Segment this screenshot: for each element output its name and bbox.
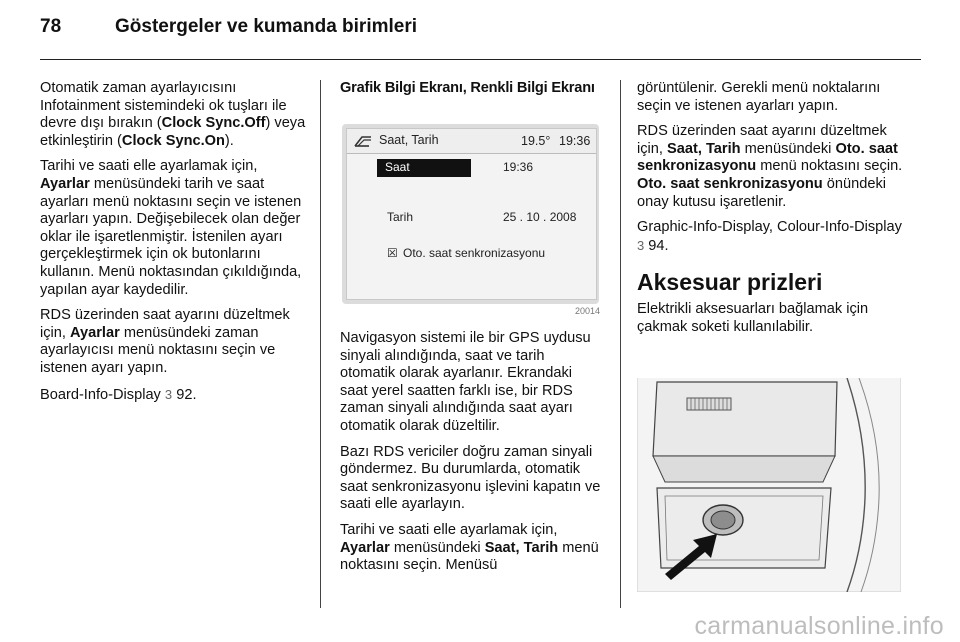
page-ref: 94.: [644, 237, 669, 254]
paragraph: [40, 158, 308, 299]
selected-row-highlight: [377, 159, 471, 177]
section-heading: Aksesuar prizleri: [637, 269, 823, 296]
text: menüsündeki tarih ve saat ayarları menü noktasını seçin ve istenen ayarları yapın. Değişebilecek olan değer oklar ile işaretlenmiştir. İstenilen ayarı gerçekleştirmek için ok butonlarını kullanın. Menü noktasından çıkıldığında, yapılan ayar kaydedilir.: [40, 175, 302, 298]
menu-term: Oto. saat senkronizasyonu: [637, 175, 823, 192]
text: Graphic-Info-Display, Colour-Info-Display: [637, 219, 902, 236]
power-socket-illustration: [637, 378, 901, 592]
text: RDS üzerinden saat ayarını düzeltmek için,: [40, 307, 290, 341]
display-title: Saat, Tarih: [379, 133, 439, 147]
text: ) veya etkinleştirin (: [40, 115, 306, 149]
checkbox-label: Oto. saat senkronizasyonu: [403, 246, 546, 260]
paragraph: Elektrikli aksesuarları bağlamak için çakmak soketi kullanılabilir.: [637, 301, 869, 335]
text: önündeki onay kutusu işaretlenir.: [637, 175, 887, 210]
menu-term: Saat, Tarih: [484, 539, 559, 556]
column-2: [340, 80, 602, 108]
display-temperature: 19.5°: [521, 134, 551, 148]
text: Tarihi ve saati elle ayarlamak için,: [40, 158, 258, 175]
display-title-bar: [347, 129, 596, 154]
menu-term: Saat, Tarih: [667, 140, 741, 157]
text: RDS üzerinden saat ayarını düzeltmek için,: [637, 123, 887, 157]
menu-term: Ayarlar: [340, 539, 390, 556]
header-divider: [40, 59, 921, 60]
cross-reference[interactable]: [637, 219, 905, 255]
cross-reference[interactable]: [40, 386, 308, 405]
page-ref: 92.: [172, 386, 197, 403]
paragraph: Bazı RDS vericiler doğru zaman sinyali göndermez. Bu durumlarda, otomatik saat senkronizasyonu işlevini kapatın ve saati elle ayarlayın.: [340, 443, 601, 513]
column-divider-2: [620, 80, 621, 608]
page-number: 78: [40, 16, 62, 37]
paragraph: [40, 80, 308, 150]
paragraph: [40, 307, 308, 377]
text: menü noktasını seçin. Menüsü: [340, 539, 599, 574]
figure-number: 20014: [574, 306, 600, 316]
text: menüsündeki zaman ayarlayıcısı menü noktasını seçin ve istenen ayarı yapın.: [40, 324, 276, 376]
socket-figure: [637, 378, 901, 592]
text: ).: [224, 132, 234, 149]
reference-arrow-icon: 3: [164, 386, 173, 402]
paragraph: görüntülenir. Gerekli menü noktalarını seçin ve istenen ayarları yapın.: [637, 80, 881, 114]
menu-term: Clock Sync.Off: [161, 115, 266, 132]
paragraph: [637, 123, 905, 211]
reference-arrow-icon: 3: [637, 237, 645, 253]
display-figure: [340, 112, 602, 320]
row-value-tarih: 25 . 10 . 2008: [503, 210, 577, 224]
menu-term: Oto. saat senkronizasyonu: [637, 140, 898, 175]
column-1: [40, 80, 308, 412]
page-title: Göstergeler ve kumanda birimleri: [115, 16, 418, 37]
display-clock: 19:36: [559, 134, 591, 148]
text: Board-Info-Display: [40, 386, 165, 403]
watermark: carmanualsonline.info: [694, 612, 944, 640]
display-screen: [346, 128, 597, 300]
row-label-tarih: Tarih: [387, 210, 414, 224]
page-header: [40, 16, 920, 48]
text: menüsündeki: [389, 539, 485, 556]
display-bezel: [342, 124, 599, 304]
column-2-body: [340, 330, 602, 583]
text: menüsündeki: [740, 140, 836, 157]
section-title: Grafik Bilgi Ekranı, Renkli Bilgi Ekranı: [340, 80, 595, 96]
column-3: [637, 80, 905, 345]
text: Tarihi ve saati elle ayarlamak için,: [340, 521, 558, 538]
menu-term: Ayarlar: [40, 175, 90, 192]
menu-term: Ayarlar: [70, 324, 120, 341]
paragraph: [340, 522, 602, 575]
text: Otomatik zaman ayarlayıcısını Infotainment sistemindeki ok tuşları ile devre dışı bırakın (: [40, 80, 287, 132]
menu-term: Clock Sync.On: [121, 132, 225, 149]
text: menü noktasını seçin.: [756, 158, 903, 175]
clock-settings-icon: [353, 134, 373, 148]
paragraph: Navigasyon sistemi ile bir GPS uydusu sinyali alındığında, saat ve tarih otomatik olarak ayarlanır. Ekrandaki saat yerel saatten farklı ise, bir RDS zaman sinyali alındığında saat ayarı otomatik olarak düzeltilir.: [340, 330, 591, 434]
row-label-saat: Saat: [385, 160, 410, 174]
column-divider-1: [320, 80, 321, 608]
checkbox-checked-icon: ☒: [387, 246, 398, 260]
row-value-saat: 19:36: [503, 160, 534, 174]
